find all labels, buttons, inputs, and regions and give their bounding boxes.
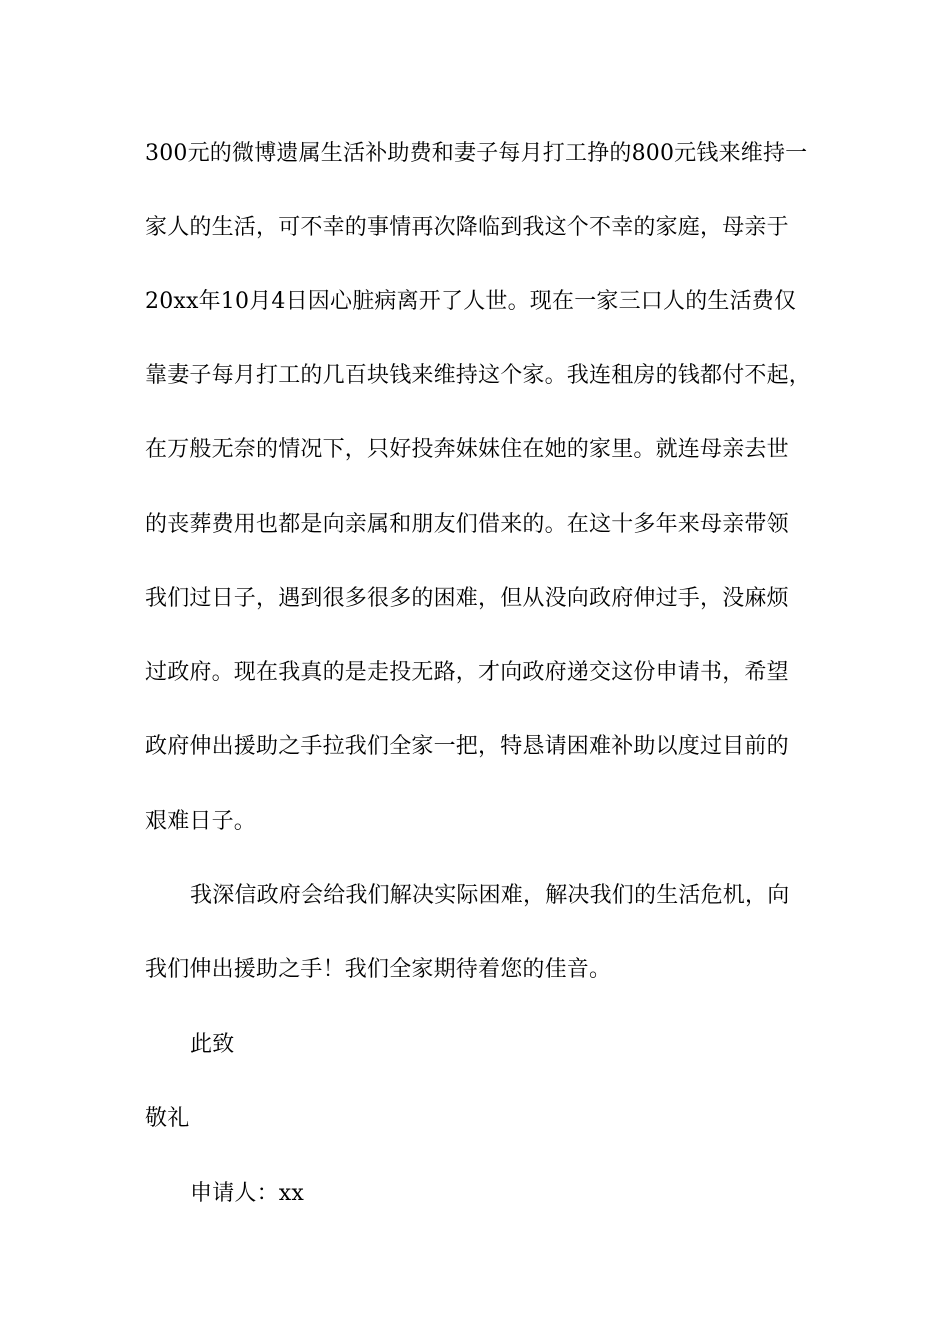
body-line: 在万般无奈的情况下，只好投奔妹妹住在她的家里。就连母亲去世 [145, 437, 789, 462]
body-line: 政府伸出援助之手拉我们全家一把，特恳请困难补助以度过目前的 [145, 734, 789, 759]
body-line: 300元的微博遗属生活补助费和妻子每月打工挣的800元钱来维持一 [145, 141, 808, 166]
closing-text: 此致 [190, 1032, 235, 1057]
salutation-text: 敬礼 [145, 1106, 190, 1131]
body-line: 家人的生活，可不幸的事情再次降临到我这个不幸的家庭，母亲于 [145, 215, 789, 240]
body-line: 我们过日子，遇到很多很多的困难，但从没向政府伸过手，没麻烦 [145, 586, 789, 611]
body-line: 过政府。现在我真的是走投无路，才向政府递交这份申请书，希望 [145, 660, 789, 685]
body-line: 我们伸出援助之手！我们全家期待着您的佳音。 [145, 957, 612, 982]
body-line: 我深信政府会给我们解决实际困难，解决我们的生活危机，向 [190, 883, 790, 908]
body-line: 靠妻子每月打工的几百块钱来维持这个家。我连租房的钱都付不起， [145, 363, 812, 388]
body-line: 的丧葬费用也都是向亲属和朋友们借来的。在这十多年来母亲带领 [145, 512, 789, 537]
body-line: 艰难日子。 [145, 809, 257, 834]
body-line: 20xx年10月4日因心脏病离开了人世。现在一家三口人的生活费仅 [145, 289, 797, 314]
signature-line: 申请人：xx [190, 1181, 305, 1206]
